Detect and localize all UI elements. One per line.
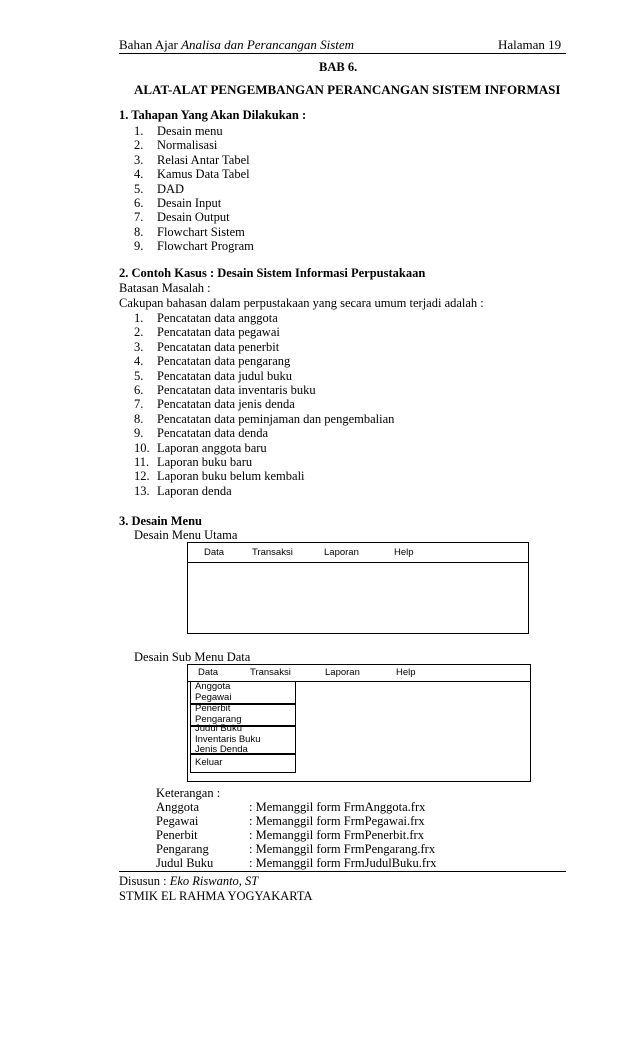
section1-heading: 1. Tahapan Yang Akan Dilakukan : <box>119 108 307 122</box>
keterangan-key: Pegawai <box>156 814 199 828</box>
submenu-group-1 <box>190 681 296 705</box>
footer-divider <box>119 871 566 872</box>
footer-author <box>119 874 258 889</box>
list-item-number: 1. <box>134 311 144 325</box>
list-item-text: Kamus Data Tabel <box>157 167 250 182</box>
submenu-bar-transaksi[interactable]: Transaksi <box>250 667 291 678</box>
list-item-text: Laporan buku belum kembali <box>157 469 305 484</box>
submenu-item-keluar[interactable]: Keluar <box>195 757 223 768</box>
keterangan-key: Judul Buku <box>156 856 214 870</box>
header-prefix: Bahan Ajar <box>119 37 178 52</box>
menubar-divider <box>188 562 528 563</box>
submenu-item-inventaris-buku[interactable]: Inventaris Buku <box>195 733 261 745</box>
author-name: Eko Riswanto, ST <box>169 874 259 888</box>
batasan-label: Batasan Masalah : <box>119 281 211 295</box>
submenu-item-jenis-denda[interactable]: Jenis Denda <box>195 744 248 755</box>
list-item-number: 5. <box>134 368 144 383</box>
list-item-number: 2. <box>134 138 144 153</box>
list-item-text: Desain Output <box>157 210 230 225</box>
menu-help[interactable]: Help <box>394 547 414 558</box>
list-item-text: Laporan anggota baru <box>157 440 267 455</box>
menu-data[interactable]: Data <box>204 547 225 558</box>
list-item-text: Pencatatan data denda <box>157 426 269 441</box>
list-item-number: 8. <box>134 411 144 426</box>
submenu-item-pegawai[interactable]: Pegawai <box>195 691 232 703</box>
keterangan-value: : Memanggil form FrmPenerbit.frx <box>249 828 424 842</box>
chapter-label: BAB 6. <box>319 60 358 74</box>
submenu-item-anggota[interactable]: Anggota <box>195 681 231 692</box>
submenu-item-judul-buku[interactable]: Judul Buku <box>195 723 243 734</box>
main-menu-window <box>187 542 529 634</box>
list-item-text: Pencatatan data jenis denda <box>157 397 295 412</box>
section3-heading: 3. Desain Menu <box>119 514 202 528</box>
footer-institution: STMIK EL RAHMA YOGYAKARTA <box>119 889 313 903</box>
main-title: ALAT-ALAT PENGEMBANGAN PERANCANGAN SISTEM INFORMASI <box>134 82 561 97</box>
list-item-number: 7. <box>134 210 144 225</box>
keterangan-key: Pengarang <box>156 842 209 856</box>
list-item-number: 6. <box>134 195 144 210</box>
keterangan-value: : Memanggil form FrmJudulBuku.frx <box>249 856 437 870</box>
keterangan-key: Anggota <box>156 800 200 814</box>
list-item-number: 2. <box>134 325 144 340</box>
submenu-group-3 <box>190 725 296 755</box>
list-item-text: Laporan buku baru <box>157 454 253 469</box>
list-item-text: Desain menu <box>157 124 223 138</box>
header-title: Analisa dan Perancangan Sistem <box>181 37 355 52</box>
list-item-number: 3. <box>134 339 144 354</box>
list-item-text: Pencatatan data judul buku <box>157 368 293 383</box>
submenu-bar-laporan[interactable]: Laporan <box>325 667 360 678</box>
keterangan-key: Penerbit <box>156 828 198 842</box>
section2-heading: 2. Contoh Kasus : Desain Sistem Informasi Perpustakaan <box>119 266 426 280</box>
submenu-group-4 <box>190 753 296 773</box>
list-item-number: 13. <box>134 483 150 498</box>
sub-menu-label: Desain Sub Menu Data <box>134 650 251 664</box>
list-item-number: 11. <box>134 454 150 469</box>
footer-prefix: Disusun : <box>119 874 170 888</box>
list-item-text: Pencatatan data penerbit <box>157 339 280 354</box>
list-item-text: Flowchart Sistem <box>157 224 245 239</box>
list-item-text: Desain Input <box>157 195 222 210</box>
list-item-number: 10. <box>134 440 150 455</box>
list-item-text: Flowchart Program <box>157 239 254 254</box>
header-divider <box>119 53 566 54</box>
list-item-number: 8. <box>134 224 144 239</box>
list-item-number: 4. <box>134 167 144 182</box>
list-item-number: 1. <box>134 124 144 138</box>
list-item-text: Pencatatan data anggota <box>157 311 278 325</box>
running-header-title <box>119 37 354 53</box>
list-item-number: 12. <box>134 469 150 484</box>
list-item-text: Pencatatan data peminjaman dan pengembalian <box>157 411 395 426</box>
list-item-text: Pencatatan data pengarang <box>157 354 291 369</box>
list-item-text: Pencatatan data inventaris buku <box>157 382 316 397</box>
keterangan-label: Keterangan : <box>156 786 221 800</box>
list-item-number: 3. <box>134 152 144 167</box>
list-item-text: DAD <box>157 181 185 196</box>
list-item-number: 4. <box>134 354 144 369</box>
submenu-bar-data[interactable]: Data <box>198 667 219 678</box>
list-item-number: 5. <box>134 181 144 196</box>
keterangan-value: : Memanggil form FrmAnggota.frx <box>249 800 426 814</box>
cakupan-text: Cakupan bahasan dalam perpustakaan yang secara umum terjadi adalah : <box>119 296 484 310</box>
submenu-bar-help[interactable]: Help <box>396 667 416 678</box>
keterangan-value: : Memanggil form FrmPegawai.frx <box>249 814 425 828</box>
submenu-item-pengarang[interactable]: Pengarang <box>195 713 242 725</box>
list-item-number: 9. <box>134 239 144 254</box>
menu-laporan[interactable]: Laporan <box>324 547 359 558</box>
keterangan-value: : Memanggil form FrmPengarang.frx <box>249 842 436 856</box>
list-item-text: Pencatatan data pegawai <box>157 325 280 340</box>
list-item-number: 9. <box>134 426 144 441</box>
list-item-text: Laporan denda <box>157 483 232 498</box>
page-number: Halaman 19 <box>498 37 562 52</box>
list-item-text: Normalisasi <box>157 138 218 153</box>
menu-transaksi[interactable]: Transaksi <box>252 547 293 558</box>
list-item-number: 7. <box>134 397 144 412</box>
list-item-text: Relasi Antar Tabel <box>157 152 250 167</box>
menu-utama-label: Desain Menu Utama <box>134 528 238 542</box>
submenu-item-penerbit[interactable]: Penerbit <box>195 703 231 714</box>
list-item-number: 6. <box>134 382 144 397</box>
